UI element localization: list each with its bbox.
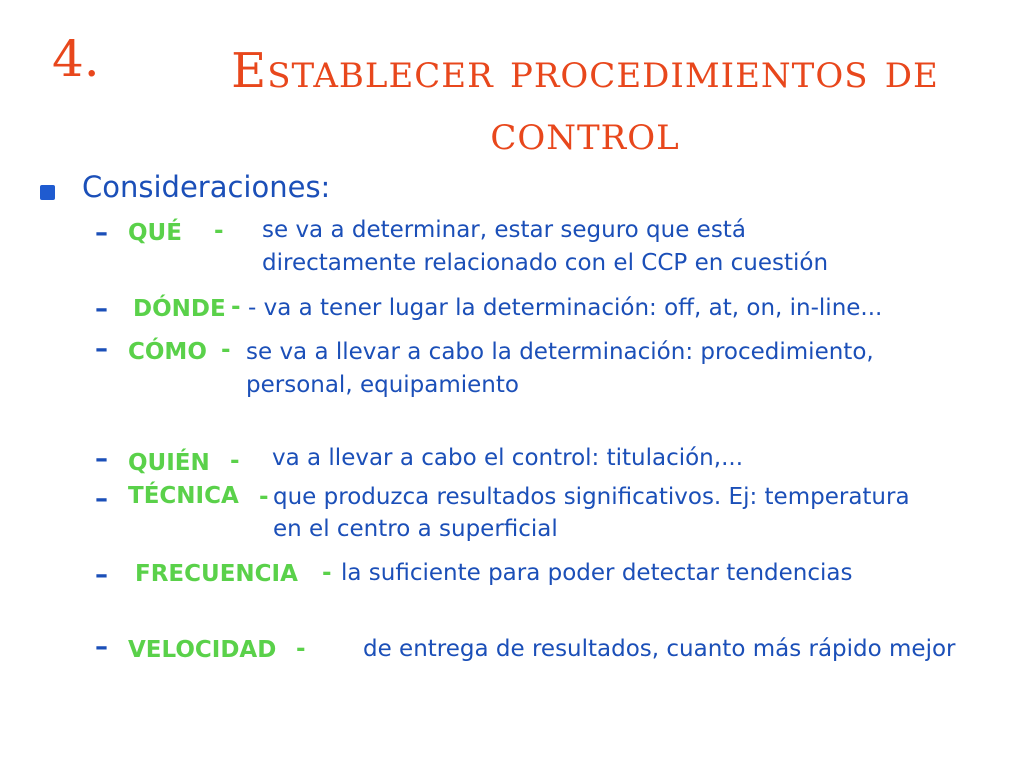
item-text-velocidad-line1: de entrega de resultados, cuanto más rápido mejor [363,636,956,662]
item-text-frecuencia-line1: la suficiente para poder detectar tendencias [341,560,853,586]
item-dash: – [95,484,108,514]
subtitle: Consideraciones: [82,170,331,204]
item-separator: - [230,448,240,474]
item-keyword-frecuencia: FRECUENCIA [135,561,298,587]
item-keyword-que: QUÉ [128,220,182,246]
item-separator: - [259,484,269,510]
item-keyword-velocidad: VELOCIDAD [128,637,277,663]
item-text-como-line1: se va a llevar a cabo la determinación: procedimiento, [246,339,874,365]
item-separator: - [221,337,231,363]
item-keyword-quien: QUIÉN [128,450,210,476]
item-text-que-line1: se va a determinar, estar seguro que está [262,217,746,243]
item-keyword-tecnica: TÉCNICA [128,483,239,509]
item-dash: – [95,632,108,662]
item-text-que-line2: directamente relacionado con el CCP en cuestión [262,250,829,276]
item-dash: – [95,334,108,364]
item-dash: – [95,294,108,324]
item-separator: - [296,636,306,662]
item-dash: – [95,444,108,474]
item-text-como-line2: personal, equipamiento [246,372,519,398]
item-text-quien-line1: va a llevar a cabo el control: titulación,... [272,445,744,471]
slide-title: Establecer procedimientos de control [231,43,939,161]
item-text-tecnica-line1: que produzca resultados significativos. Ej: temperatura [273,484,910,510]
item-separator: - [231,294,241,320]
slide-number: 4. [52,30,100,88]
item-text-donde-line1: - va a tener lugar la determinación: off, at, on, in-line... [248,295,883,321]
item-dash: – [95,218,108,248]
item-dash: – [95,560,108,590]
item-separator: - [214,218,224,244]
item-keyword-como: CÓMO [128,339,207,365]
bullet-icon [40,185,55,200]
item-text-tecnica-line2: en el centro a superficial [273,516,558,542]
item-keyword-donde: DÓNDE [133,296,226,322]
item-separator: - [322,560,332,586]
